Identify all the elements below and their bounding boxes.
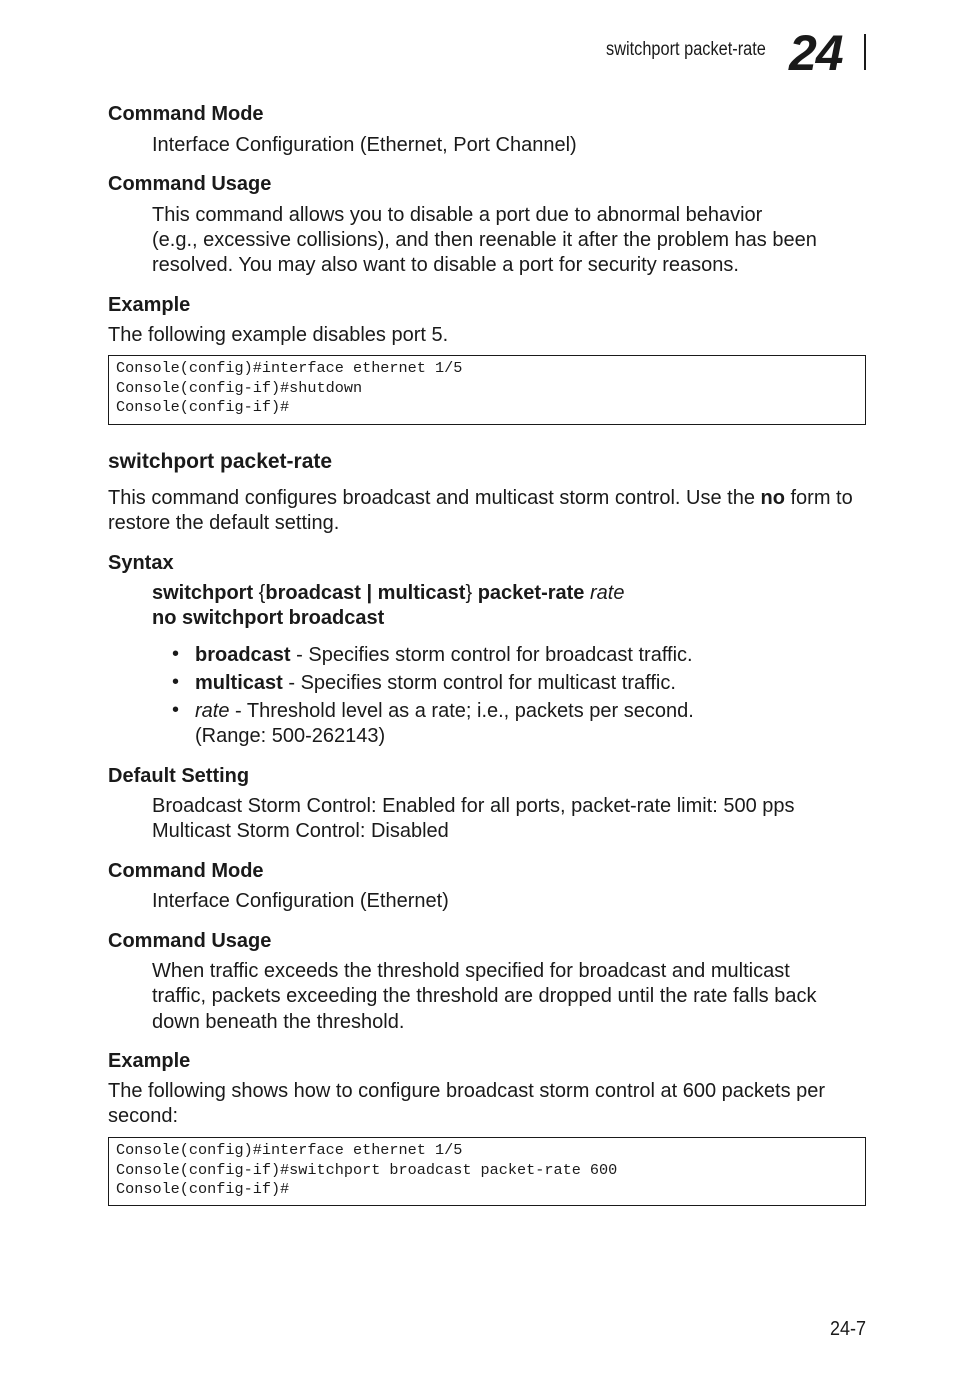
param-item: rate - Threshold level as a rate; i.e., packets per second.: [195, 700, 694, 722]
example-intro-line: second:: [108, 1105, 179, 1127]
syntax-line: switchport {broadcast | multicast} packet-rate rate: [152, 582, 625, 604]
command-usage-line: This command allows you to disable a port due to abnormal behavior: [152, 204, 763, 226]
command-usage-line: resolved. You may also want to disable a port for security reasons.: [152, 254, 739, 276]
code-line: Console(config)#interface ethernet 1/5: [116, 359, 463, 377]
command-mode-heading: Command Mode: [108, 860, 264, 882]
default-setting-line: Broadcast Storm Control: Enabled for all ports, packet-rate limit: 500 pps: [152, 795, 795, 817]
param-item: multicast - Specifies storm control for multicast traffic.: [195, 672, 676, 694]
code-line: Console(config-if)#switchport broadcast packet-rate 600: [116, 1160, 618, 1179]
syntax-heading: Syntax: [108, 552, 174, 574]
default-setting-line: Multicast Storm Control: Disabled: [152, 820, 449, 842]
param-item: broadcast - Specifies storm control for broadcast traffic.: [195, 644, 693, 666]
bullet-icon: •: [172, 643, 180, 665]
command-mode-heading: Command Mode: [108, 103, 264, 125]
example-heading: Example: [108, 294, 191, 316]
page-number: 24-7: [829, 1318, 866, 1340]
command-usage-line: traffic, packets exceeding the threshold are dropped until the rate falls back: [152, 985, 817, 1007]
command-usage-line: (e.g., excessive collisions), and then reenable it after the problem has been: [152, 229, 817, 251]
chapter-divider: [864, 34, 866, 70]
example-heading: Example: [108, 1050, 191, 1072]
chapter-number: 24: [789, 25, 843, 81]
command-usage-line: down beneath the threshold.: [152, 1011, 405, 1033]
section-title: switchport packet-rate: [108, 450, 333, 473]
syntax-line: no switchport broadcast: [152, 607, 385, 629]
default-setting-heading: Default Setting: [108, 765, 250, 787]
command-mode-text: Interface Configuration (Ethernet, Port Channel): [152, 134, 577, 156]
running-header: switchport packet-rate: [606, 39, 766, 60]
command-usage-heading: Command Usage: [108, 173, 272, 195]
bullet-icon: •: [172, 671, 180, 693]
example-intro-line: The following shows how to configure broadcast storm control at 600 packets per: [108, 1080, 826, 1102]
code-line: Console(config-if)#: [116, 1180, 290, 1198]
example-intro: The following example disables port 5.: [108, 324, 449, 346]
intro-paragraph-line: restore the default setting.: [108, 512, 340, 534]
command-usage-heading: Command Usage: [108, 930, 272, 952]
command-usage-line: When traffic exceeds the threshold specified for broadcast and multicast: [152, 960, 790, 982]
param-item-range: (Range: 500-262143): [195, 725, 386, 747]
code-line: Console(config-if)#: [116, 398, 290, 416]
bullet-icon: •: [172, 699, 180, 721]
intro-paragraph: This command configures broadcast and multicast storm control. Use the no form to: [108, 487, 853, 509]
code-block: [108, 1137, 866, 1206]
code-line: Console(config-if)#shutdown: [116, 378, 363, 397]
code-line: Console(config)#interface ethernet 1/5: [116, 1141, 463, 1159]
command-mode-text: Interface Configuration (Ethernet): [152, 890, 449, 912]
code-block: [108, 355, 866, 425]
